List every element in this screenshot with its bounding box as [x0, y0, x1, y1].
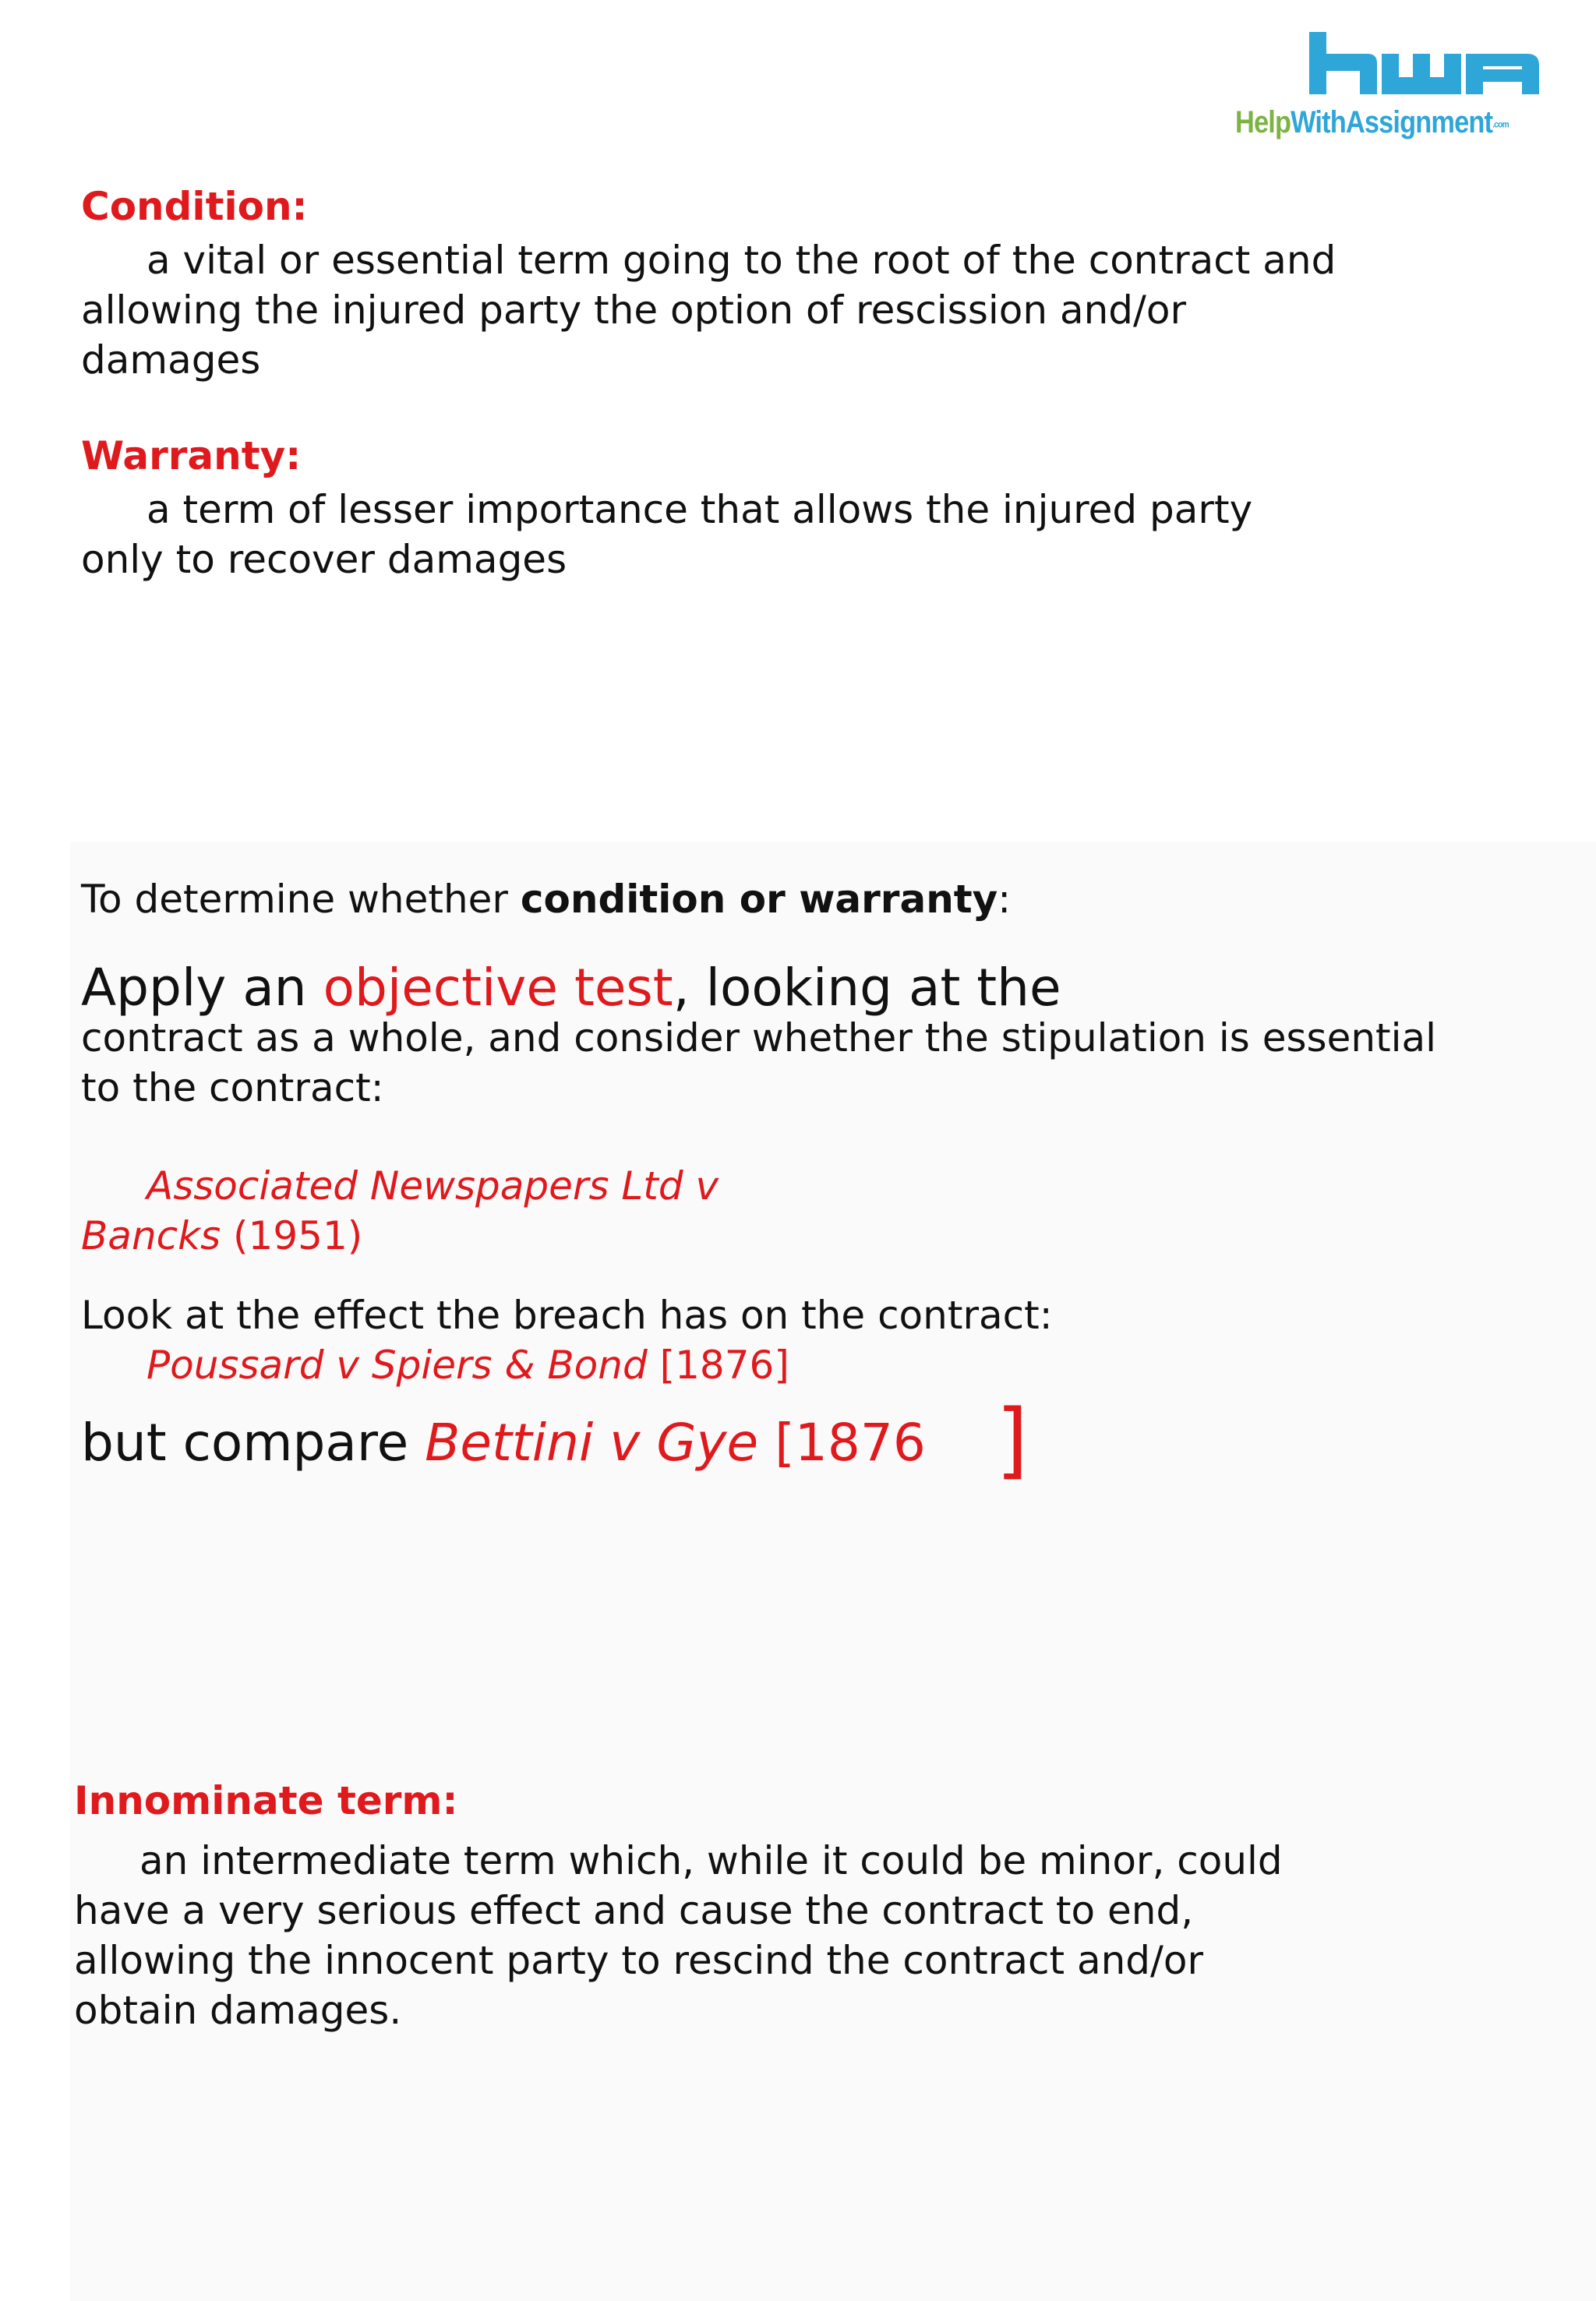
logo-text-suffix: .com — [1492, 118, 1509, 130]
innominate-line-3: allowing the innocent party to rescind the contract and/or — [74, 1938, 1204, 1983]
innominate-definition — [74, 1836, 1283, 2035]
logo-text-help: Help — [1235, 105, 1291, 139]
case1-name-line-2: Bancks — [81, 1213, 221, 1258]
condition-heading: Condition: — [81, 184, 308, 229]
compare-line — [81, 1410, 926, 1476]
warranty-line-1: a term of lesser importance that allows the injured party — [147, 487, 1253, 532]
compare-case-year: [1876 — [758, 1413, 926, 1473]
logo-text-withassignment: WithAssignment — [1291, 105, 1493, 139]
determine-prefix: To determine whether — [81, 877, 521, 922]
effect-case-year: [1876] — [647, 1343, 789, 1388]
condition-line-3: damages — [81, 337, 261, 383]
helpwithassignment-logo — [1235, 27, 1570, 144]
condition-definition — [81, 235, 1336, 385]
logo-text — [1235, 105, 1524, 140]
apply-suffix: , looking at the — [673, 958, 1061, 1018]
determine-suffix: : — [998, 877, 1012, 922]
apply-line-3: to the contract: — [81, 1065, 384, 1110]
hwa-logo-mark — [1235, 27, 1570, 105]
innominate-heading: Innominate term: — [74, 1778, 458, 1823]
case1-line-2 — [81, 1211, 719, 1261]
case-associated-newspapers — [81, 1161, 719, 1261]
effect-case-line — [81, 1340, 1053, 1390]
compare-bracket: ] — [996, 1392, 1029, 1488]
case1-year: (1951) — [221, 1213, 363, 1258]
innominate-line-4: obtain damages. — [74, 1988, 402, 2033]
innominate-line-2: have a very serious effect and cause the contract to end, — [74, 1888, 1194, 1933]
case1-name-line-1: Associated Newspapers Ltd v — [147, 1163, 719, 1209]
apply-line-1 — [81, 957, 1061, 1019]
condition-line-2: allowing the injured party the option of rescission and/or — [81, 288, 1187, 333]
determine-bold: condition or warranty — [520, 877, 998, 922]
apply-highlight: objective test — [323, 958, 673, 1018]
compare-prefix: but compare — [81, 1413, 425, 1473]
innominate-line-1: an intermediate term which, while it could be minor, could — [139, 1838, 1283, 1883]
warranty-heading: Warranty: — [81, 433, 302, 478]
determine-line — [81, 874, 1011, 924]
effect-case-name: Poussard v Spiers & Bond — [147, 1343, 648, 1388]
apply-prefix: Apply an — [81, 958, 323, 1018]
apply-line-2: contract as a whole, and consider whether the stipulation is essential — [81, 1015, 1437, 1061]
effect-block — [81, 1290, 1053, 1390]
effect-text: Look at the effect the breach has on the contract: — [81, 1293, 1053, 1338]
apply-continuation — [81, 1013, 1436, 1113]
warranty-line-2: only to recover damages — [81, 537, 567, 582]
warranty-definition — [81, 485, 1252, 584]
condition-line-1: a vital or essential term going to the root of the contract and — [147, 238, 1336, 283]
compare-case-name: Bettini v Gye — [425, 1413, 759, 1473]
